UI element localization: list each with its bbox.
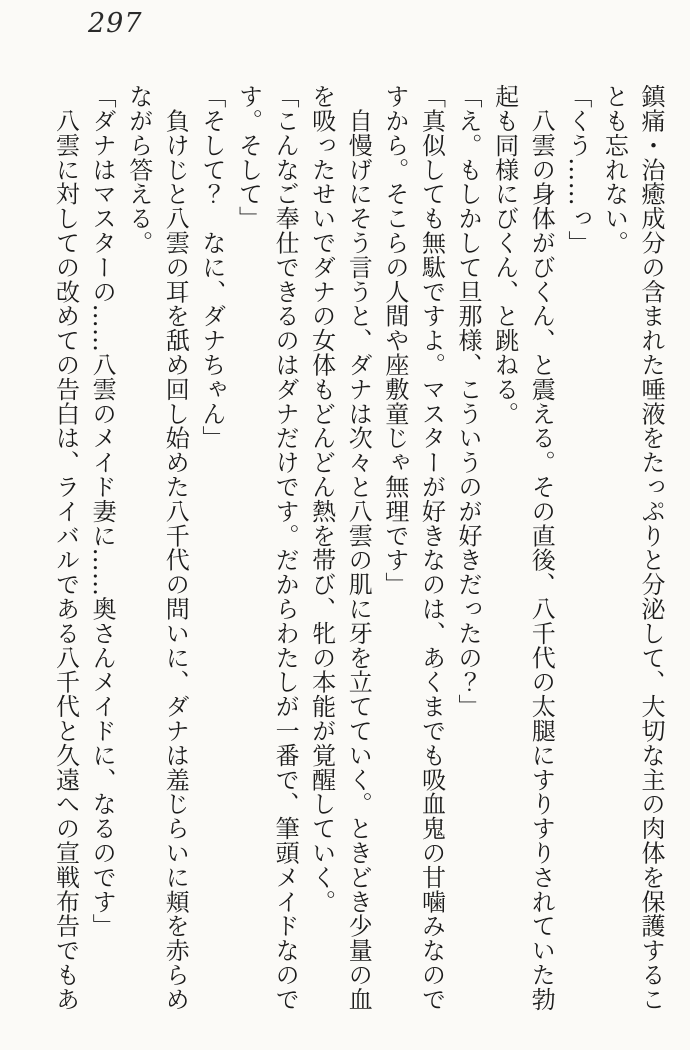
text-column: 負けじと八雲の耳を舐め回し始めた八千代の問いに、ダナは羞じらいに頬を赤らめ — [161, 84, 190, 1012]
text-column: 鎮痛・治癒成分の含まれた唾液をたっぷりと分泌して、大切な主の肉体を保護するこ — [637, 84, 665, 1012]
text-column: 「こんなご奉仕できるのはダナだけです。だからわたしが一番で、筆頭メイドなので — [271, 84, 300, 1012]
text-column: 起も同様にびくん、と跳ねる。 — [490, 84, 519, 426]
text-column: ながら答える。 — [124, 84, 153, 255]
text-column: す。そして」 — [234, 84, 263, 231]
page-number: 297 — [88, 8, 143, 39]
text-column: 「真似しても無駄ですよ。マスターが好きなのは、あくまでも吸血鬼の甘噛みなので — [417, 84, 446, 1012]
text-column: とも忘れない。 — [600, 84, 629, 255]
text-column: 自慢げにそう言うと、ダナは次々と八雲の肌に牙を立てていく。ときどき少量の血 — [344, 84, 373, 1012]
text-column: 八雲の身体がびくん、と震える。その直後、八千代の太腿にすりすりされていた勃 — [527, 84, 556, 1012]
text-column: を吸ったせいでダナの女体もどんどん熱を帯び、牝の本能が覚醒していく。 — [307, 84, 336, 914]
text-column: すから。そこらの人間や座敷童じゃ無理です」 — [380, 84, 409, 597]
text-column: 八雲に対しての改めての告白は、ライバルである八千代と久遠への宣戦布告でもあ — [51, 84, 80, 1012]
text-column: 「くう……っ」 — [563, 84, 592, 255]
text-column: 「え。もしかして旦那様、こういうのが好きだったの？」 — [454, 84, 483, 719]
text-column: 「そして？ なに、ダナちゃん」 — [197, 84, 226, 450]
text-column: 「ダナはマスターの……八雲のメイド妻に……奥さんメイドに、なるのです」 — [88, 84, 117, 938]
text-body — [47, 84, 669, 1014]
